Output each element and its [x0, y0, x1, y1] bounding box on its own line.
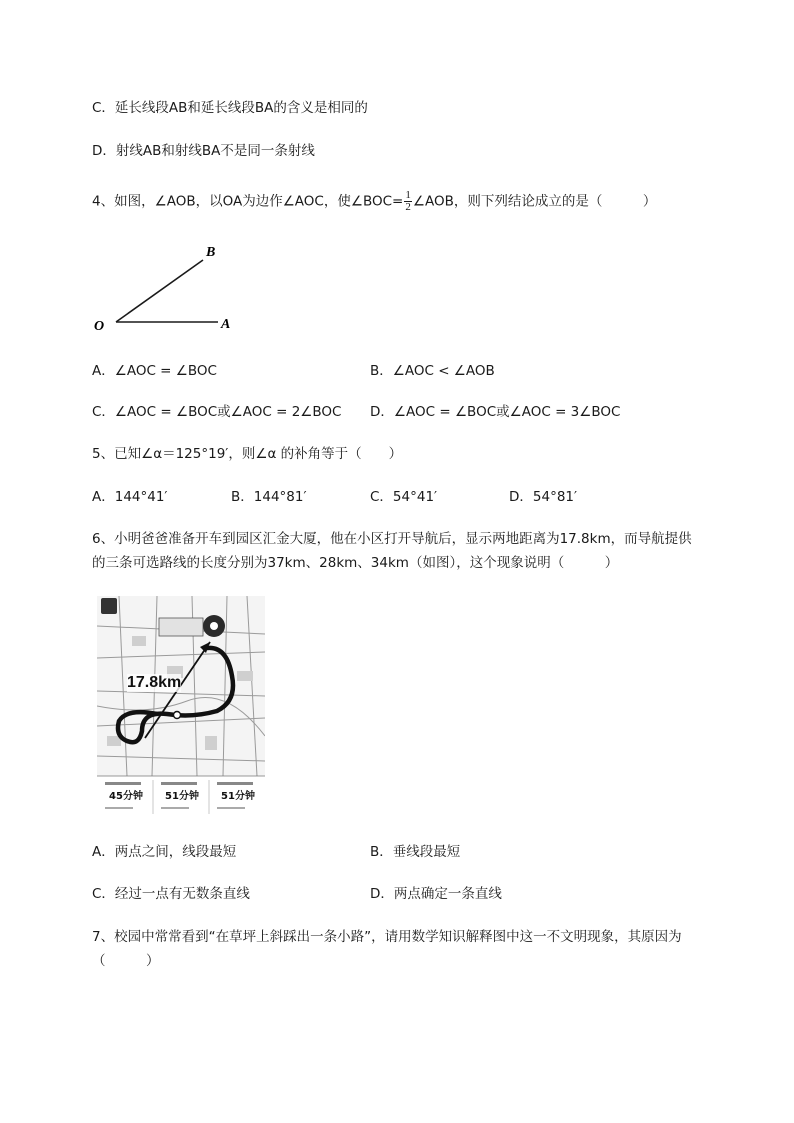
- q4-angle-figure: [88, 238, 248, 338]
- label-b: B: [206, 245, 216, 260]
- q6-stem-line1: 6、小明爸爸准备开车到园区汇金大厦，他在小区打开导航后，显示两地距离为17.8km，而导航提供: [92, 531, 692, 547]
- ray-ob: [116, 260, 203, 322]
- label-o: O: [94, 319, 105, 334]
- q5-stem: 5、已知∠α＝125°19′，则∠α 的补角等于（ ）: [92, 446, 403, 462]
- q4-fraction-numerator: 1: [405, 189, 411, 201]
- q6-option-a: A．两点之间，线段最短: [92, 844, 237, 860]
- q5-option-c: C．54°41′: [370, 489, 438, 505]
- q4-option-d: D．∠AOC = ∠BOC或∠AOC = 3∠BOC: [370, 404, 621, 420]
- q4-option-b: B．∠AOC < ∠AOB: [370, 363, 495, 379]
- q6-option-d: D．两点确定一条直线: [370, 886, 502, 902]
- q4-option-a: A．∠AOC = ∠BOC: [92, 363, 217, 379]
- q4-stem-part2: ∠AOB，则下列结论成立的是（ ）: [412, 193, 657, 210]
- route-time-1: 45分钟: [109, 791, 143, 802]
- q3-option-d: D．射线AB和射线BA不是同一条射线: [92, 143, 315, 159]
- label-a: A: [221, 317, 231, 332]
- route-time-2: 51分钟: [165, 791, 199, 802]
- route-time-3: 51分钟: [221, 791, 255, 802]
- q5-option-a: A．144°41′: [92, 489, 168, 505]
- q4-stem: [92, 190, 656, 213]
- q6-option-c: C．经过一点有无数条直线: [92, 886, 250, 902]
- q4-option-c: C．∠AOC = ∠BOC或∠AOC = 2∠BOC: [92, 404, 342, 420]
- q6-map-image: [97, 596, 265, 816]
- q3-option-c: C．延长线段AB和延长线段BA的含义是相同的: [92, 100, 368, 116]
- map-distance-label: 17.8km: [127, 674, 182, 691]
- q6-option-b: B．垂线段最短: [370, 844, 461, 860]
- q4-stem-part1: 4、如图，∠AOB，以OA为边作∠AOC，使∠BOC=: [92, 193, 404, 210]
- map-drawing: [97, 596, 265, 816]
- q7-stem-line1: 7、校园中常常看到“在草坪上斜踩出一条小路”，请用数学知识解释图中这一不文明现象，其原因为: [92, 929, 682, 945]
- q7-stem-line2: （ ）: [92, 953, 160, 969]
- q5-option-b: B．144°81′: [231, 489, 307, 505]
- q5-option-d: D．54°81′: [509, 489, 578, 505]
- q4-fraction: [404, 190, 412, 213]
- q4-fraction-denominator: 2: [405, 201, 411, 213]
- q6-stem-line2: 的三条可选路线的长度分别为37km、28km、34km（如图），这个现象说明（ ）: [92, 555, 619, 571]
